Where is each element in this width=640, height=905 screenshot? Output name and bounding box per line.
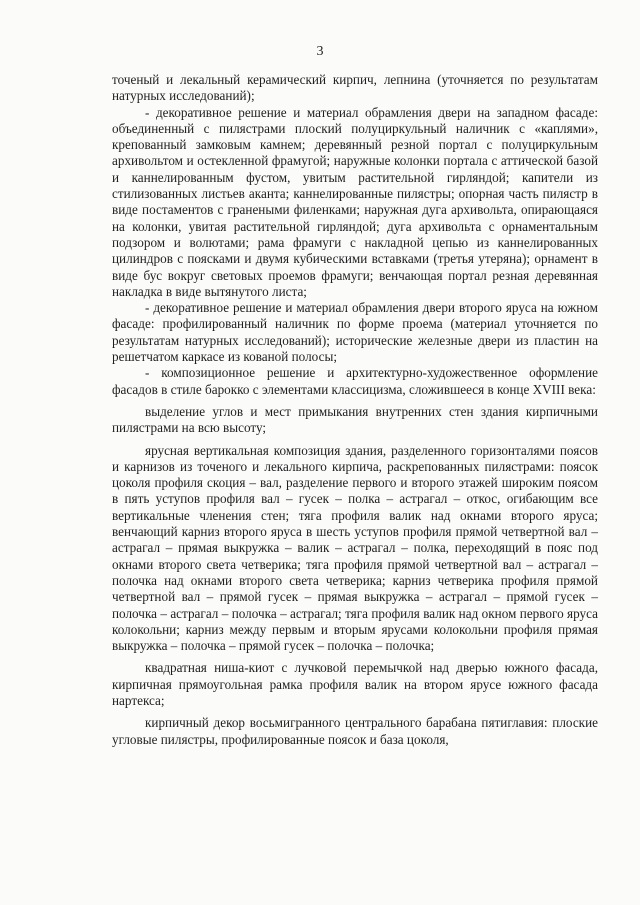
paragraph-1: точеный и лекальный керамический кирпич, лепнина (уточняется по результатам натурных исследований); [112,72,598,104]
paragraph-4: - композиционное решение и архитектурно-художественное оформление фасадов в стиле барокко с элементами классицизма, сложившееся в конце XVIII века: [112,365,598,397]
page-number: 3 [316,44,324,59]
paragraph-3: - декоративное решение и материал обрамления двери второго яруса на южном фасаде: профилированный наличник по форме проема (материал уточняется по результатам натурных исследований); исторические железные двери из пластин на решетчатом каркасе из кованой полосы; [112,300,598,365]
paragraph-8: кирпичный декор восьмигранного центрального барабана пятиглавия: плоские угловые пилястры, профилированные поясок и база цоколя, [112,715,598,747]
document-body [112,72,598,748]
paragraph-6: ярусная вертикальная композиция здания, разделенного горизонталями поясов и карнизов из точеного и лекального кирпича, раскрепованных пилястрами: поясок цоколя профиля скоция – вал, разделение первого и второго этажей широким поясом в пять уступов профиля вал – гусек – полка – астрагал – откос, огибающим все вертикальные членения стен; тяга профиля валик над окнами второго яруса; венчающий карниз второго яруса в шесть уступов профиля прямой четвертной вал – астрагал – прямая выкружка – валик – астрагал – полка, переходящий в пояс под окнами второго света четверика; тяга профиля прямой четвертной вал – астрагал – полочка над окнами второго света четверика; карниз четверика профиля прямой четвертной вал – прямой гусек – прямая выкружка – астрагал – прямой гусек – полочка – астрагал – полочка – астрагал; тяга профиля валик над окном первого яруса колокольни; карниз между первым и вторым ярусами колокольни профиля прямая выкружка – полочка – прямой гусек – полочка – полочка; [112,442,598,654]
paragraph-5: выделение углов и мест примыкания внутренних стен здания кирпичными пилястрами на всю высоту; [112,403,598,436]
paragraph-7: квадратная ниша-киот с лучковой перемычкой над дверью южного фасада, кирпичная прямоугольная рамка профиля валик на втором ярусе южного фасада нартекса; [112,660,598,708]
paragraph-2: - декоративное решение и материал обрамления двери на западном фасаде: объединенный с пилястрами плоский полуциркульный наличник с «каплями», крепованный замковым камнем; деревянный резной портал с полуциркульным архивольтом и остекленной фрамугой; наружные колонки портала с аттической базой и каннелированным фустом, увитым растительной гирляндой; капители из стилизованных листьев аканта; каннелированные пилястры; опорная часть пилястр в виде постаментов с гранеными филенками; наружная дуга архивольта, опирающаяся на колонки, увитая растительной гирляндой; дуга архивольта с орнаментальным подзором и волютами; рама фрамуги с накладной цепью из каннелированных цилиндров с поясками и двумя кубическими вставками (третья утеряна); орнамент в виде бус вокруг световых проемов фрамуги; венчающая портал резная деревянная накладка в виде вытянутого листа; [112,104,598,299]
